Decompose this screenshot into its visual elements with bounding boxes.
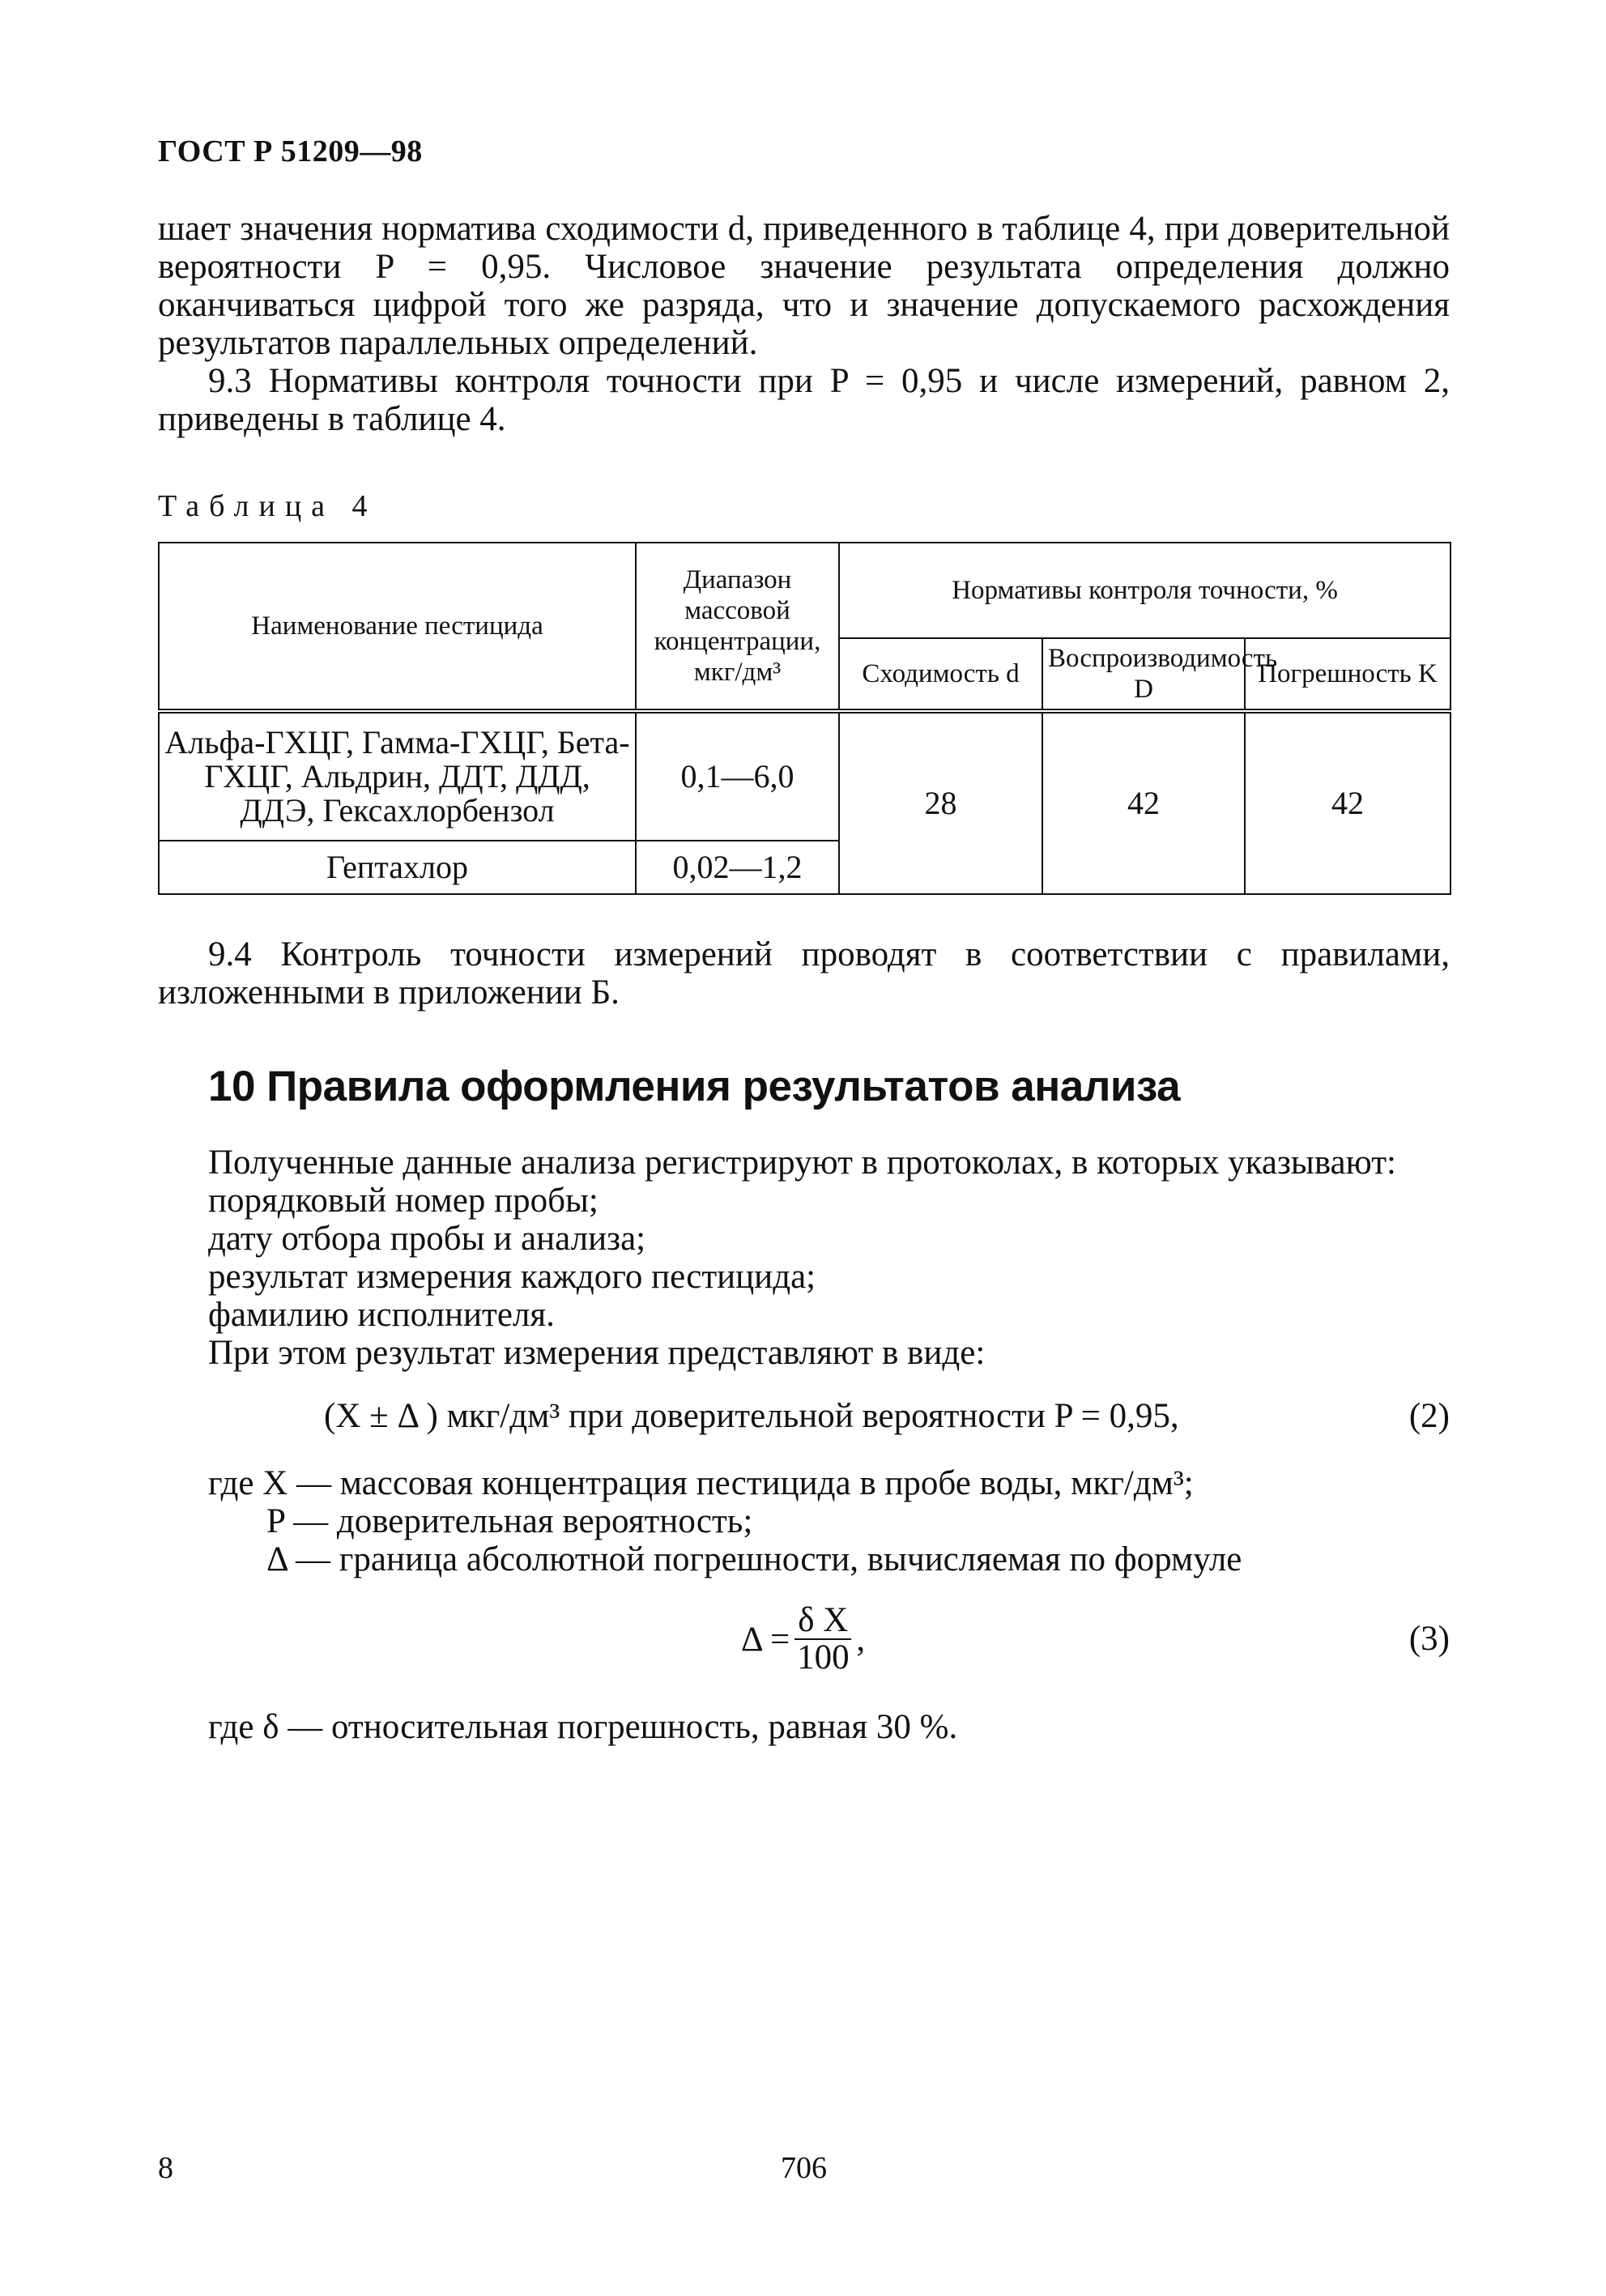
row-2-pesticide-name: Гептахлор bbox=[159, 841, 636, 894]
list-item: фамилию исполнителя. bbox=[208, 1296, 555, 1334]
formula-3-number: (3) bbox=[1408, 1620, 1450, 1658]
result-form-text: При этом результат измерения представляют в виде: bbox=[208, 1334, 986, 1372]
header-concentration-range: Диапазон массовой концентрации, мкг/дм³ bbox=[636, 543, 839, 711]
row-1-range: 0,1—6,0 bbox=[636, 711, 839, 841]
definition-delta: Δ — граница абсолютной погрешности, вычисляемая по формуле bbox=[266, 1540, 1242, 1578]
header-pesticide-name: Наименование пестицида bbox=[159, 543, 636, 711]
document-header: ГОСТ Р 51209—98 bbox=[158, 134, 423, 168]
formula-3-tail: , bbox=[856, 1620, 866, 1659]
table-caption: Таблица 4 bbox=[158, 489, 377, 523]
paragraph-9-3: 9.3 Нормативы контроля точности при P = 0,95 и числе измерений, равном 2, приведены в таблице 4. bbox=[158, 362, 1450, 438]
formula-3-fraction bbox=[794, 1603, 851, 1676]
definitions bbox=[208, 1464, 1450, 1578]
formula-2-number: (2) bbox=[1408, 1397, 1450, 1435]
formula-2 bbox=[158, 1396, 1450, 1446]
formula-3-expression bbox=[741, 1603, 865, 1676]
list-item: порядковый номер пробы; bbox=[208, 1182, 599, 1220]
value-reproducibility: 42 bbox=[1042, 711, 1245, 894]
formula-2-expression: (X ± Δ ) мкг/дм³ при доверительной вероятности P = 0,95, bbox=[324, 1397, 1179, 1435]
definition-delta-relative: где δ — относительная погрешность, равная 30 %. bbox=[208, 1708, 958, 1746]
definition-p: P — доверительная вероятность; bbox=[266, 1502, 753, 1540]
formula-3 bbox=[158, 1603, 1450, 1684]
header-reproducibility: Воспроизводимость D bbox=[1042, 638, 1245, 711]
value-repeatability: 28 bbox=[839, 711, 1042, 894]
table-4 bbox=[158, 542, 1451, 895]
definitions-2 bbox=[208, 1708, 1450, 1746]
document-page bbox=[158, 134, 1450, 2207]
paragraph-9-4: 9.4 Контроль точности измерений проводят в соответствии с правилами, изложенными в приложении Б. bbox=[158, 935, 1450, 1012]
header-accuracy-norms: Нормативы контроля точности, % bbox=[839, 543, 1451, 638]
value-error: 42 bbox=[1245, 711, 1451, 894]
page-number-center: 706 bbox=[781, 2151, 827, 2185]
list-item: результат измерения каждого пестицида; bbox=[208, 1258, 816, 1296]
row-1-pesticide-name: Альфа-ГХЦГ, Гамма-ГХЦГ, Бета-ГХЦГ, Альдрин, ДДТ, ДДД, ДДЭ, Гексахлорбензол bbox=[159, 711, 636, 841]
record-list bbox=[208, 1182, 1450, 1372]
section-10-intro: Полученные данные анализа регистрируют в протоколах, в которых указывают: bbox=[208, 1144, 1396, 1182]
formula-3-denominator: 100 bbox=[797, 1638, 850, 1676]
list-item: дату отбора пробы и анализа; bbox=[208, 1220, 646, 1258]
row-2-range: 0,02—1,2 bbox=[636, 841, 839, 894]
formula-3-lhs: Δ = bbox=[741, 1620, 790, 1659]
section-title: 10 Правила оформления результатов анализа bbox=[208, 1063, 1181, 1110]
page-number-left: 8 bbox=[158, 2151, 173, 2185]
formula-3-numerator: δ X bbox=[794, 1603, 851, 1640]
definition-x: где X — массовая концентрация пестицида в пробе воды, мкг/дм³; bbox=[208, 1464, 1194, 1502]
header-repeatability: Сходимость d bbox=[839, 638, 1042, 711]
header-error: Погрешность K bbox=[1245, 638, 1451, 711]
intro-paragraph: шает значения норматива сходимости d, приведенного в таблице 4, при доверительной вероятности P = 0,95. Числовое значение результата определения должно оканчиваться цифрой того же разряда, что и значение допускаемого расхождения результатов параллельных определений. bbox=[158, 210, 1450, 362]
